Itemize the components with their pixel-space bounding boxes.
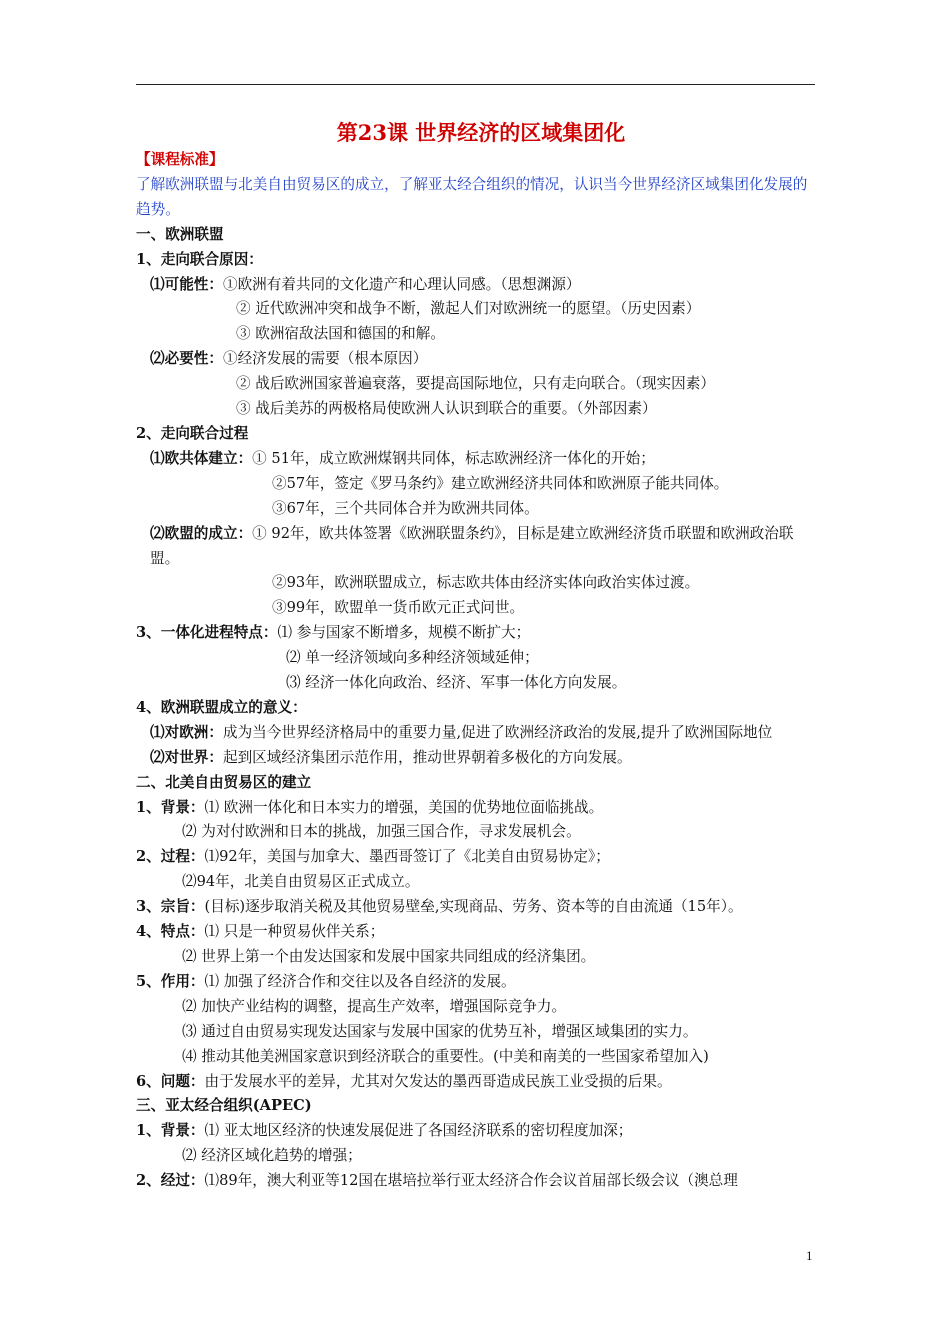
necessity-line-3: ③ 战后美苏的两极格局使欧洲人认识到联合的重要。（外部因素） [236,400,657,418]
section-1-heading: 一、欧洲联盟 [136,225,224,243]
ec-founding-line: ⑴欧共体建立：① 51年，成立欧洲煤钢共同体，标志欧洲经济一体化的开始； [150,449,655,467]
standard-heading: 【课程标准】 [136,151,224,168]
nafta-features: 4、特点：⑴ 只是一种贸易伙伴关系； [136,923,385,941]
eu-founding-line-2: ②93年，欧洲联盟成立，标志欧共体由经济实体向政治实体过渡。 [272,574,700,592]
ec-founding-line-2: ②57年，签定《罗马条约》建立欧洲经济共同体和欧洲原子能共同体。 [272,474,729,492]
page-number: 1 [806,1248,813,1263]
necessity-line: ⑵必要性：①经济发展的需要（根本原因） [150,350,428,368]
apec-process: 2、经过：⑴89年，澳大利亚等12国在堪培拉举行亚太经济合作会议首届部长级会议（澳总理 [136,1172,738,1190]
section-1-item-2-heading: 2、走向联合过程 [136,424,249,442]
nafta-purpose: 3、宗旨：(目标)逐步取消关税及其他贸易壁垒,实现商品、劳务、资本等的自由流通（15年）。 [136,898,743,916]
nafta-problems: 6、问题：由于发展水平的差异，尤其对欠发达的墨西哥造成民族工业受损的后果。 [136,1072,672,1090]
apec-background-2: ⑵ 经济区域化趋势的增强； [182,1147,362,1165]
page-title: 第23课 世界经济的区域集团化 [336,120,626,145]
significance-europe: ⑴对欧洲：成为当今世界经济格局中的重要力量,促进了欧洲经济政治的发展,提升了欧洲国际地位 [150,723,773,741]
integration-features-line-2: ⑵ 单一经济领域向多种经济领域延伸； [286,649,539,667]
nafta-effects-4: ⑷ 推动其他美洲国家意识到经济联合的重要性。(中美和南美的一些国家希望加入) [182,1047,709,1065]
eu-founding-line-3: ③99年，欧盟单一货币欧元正式问世。 [272,599,525,617]
section-2-heading: 二、北美自由贸易区的建立 [136,773,312,791]
significance-world: ⑵对世界：起到区域经济集团示范作用，推动世界朝着多极化的方向发展。 [150,748,632,766]
necessity-line-2: ② 战后欧洲国家普遍衰落，要提高国际地位，只有走向联合。（现实因素） [236,375,715,393]
ec-founding-line-3: ③67年，三个共同体合并为欧洲共同体。 [272,499,539,517]
nafta-process: 2、过程：⑴92年，美国与加拿大、墨西哥签订了《北美自由贸易协定》； [136,848,610,866]
possibility-line: ⑴可能性：①欧洲有着共同的文化遗产和心理认同感。（思想渊源） [150,275,581,293]
section-1-item-4-heading: 4、欧洲联盟成立的意义： [136,698,307,716]
nafta-background: 1、背景：⑴ 欧洲一体化和日本实力的增强，美国的优势地位面临挑战。 [136,798,604,816]
document-page [136,118,816,1194]
standard-text: 了解欧洲联盟与北美自由贸易区的成立，了解亚太经合组织的情况，认识当今世界经济区域集团化发展的趋势。 [136,175,808,218]
integration-features-line: 3、一体化进程特点：⑴ 参与国家不断增多，规模不断扩大； [136,624,531,642]
nafta-features-2: ⑵ 世界上第一个由发达国家和发展中国家共同组成的经济集团。 [182,948,596,965]
eu-founding-line: ⑵欧盟的成立：① 92年，欧共体签署《欧洲联盟条约》，目标是建立欧洲经济货币联盟和欧洲政治联盟。 [150,524,794,567]
nafta-background-2: ⑵ 为对付欧洲和日本的挑战，加强三国合作，寻求发展机会。 [182,823,581,841]
nafta-effects: 5、作用：⑴ 加强了经济合作和交往以及各自经济的发展。 [136,972,516,990]
possibility-line-3: ③ 欧洲宿敌法国和德国的和解。 [236,325,445,343]
integration-features-line-3: ⑶ 经济一体化向政治、经济、军事一体化方向发展。 [286,674,627,692]
header-rule [136,84,815,85]
nafta-effects-3: ⑶ 通过自由贸易实现发达国家与发展中国家的优势互补，增强区域集团的实力。 [182,1022,698,1040]
nafta-effects-2: ⑵ 加快产业结构的调整，提高生产效率，增强国际竞争力。 [182,997,567,1015]
nafta-process-2: ⑵94年，北美自由贸易区正式成立。 [182,873,420,891]
section-1-item-1-heading: 1、走向联合原因： [136,250,263,268]
apec-background: 1、背景：⑴ 亚太地区经济的快速发展促进了各国经济联系的密切程度加深； [136,1122,633,1140]
section-3-heading: 三、亚太经合组织(APEC) [136,1097,312,1115]
possibility-line-2: ② 近代欧洲冲突和战争不断，激起人们对欧洲统一的愿望。（历史因素） [236,300,701,318]
